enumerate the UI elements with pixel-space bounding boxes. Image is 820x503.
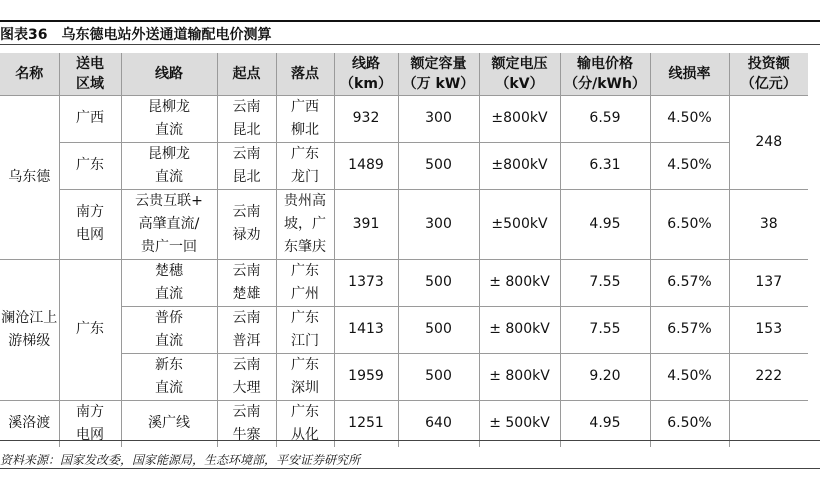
- table-row: [0, 95, 808, 142]
- cell-investment: 222: [729, 353, 808, 400]
- cell-capacity: 300: [398, 95, 479, 142]
- cell-price: 9.20: [560, 353, 650, 400]
- cell-price: 4.95: [560, 189, 650, 259]
- cell-investment: 153: [729, 306, 808, 353]
- col-header-end: 落点: [276, 53, 334, 95]
- cell-line: 新东 直流: [121, 353, 217, 400]
- col-header-investment: 投资额 （亿元）: [729, 53, 808, 95]
- col-header-capacity: 额定容量 （万 kW）: [398, 53, 479, 95]
- table-bottom-rule: [0, 440, 820, 441]
- figure-caption: 乌东德电站外送通道输配电价测算: [61, 27, 272, 43]
- cell-end: 贵州高 坡，广 东肇庆: [276, 189, 334, 259]
- cell-capacity: 500: [398, 142, 479, 189]
- cell-loss: 4.50%: [650, 353, 729, 400]
- source-bottom-rule: [0, 468, 820, 469]
- cell-voltage: ± 500kV: [479, 400, 560, 447]
- cell-line: 普侨 直流: [121, 306, 217, 353]
- cell-start: 云南 牛寨: [217, 400, 276, 447]
- title-bottom-rule: [0, 44, 820, 45]
- cell-end: 广东 从化: [276, 400, 334, 447]
- header-row: [0, 53, 808, 95]
- col-header-loss: 线损率: [650, 53, 729, 95]
- figure-number: 图表36: [0, 27, 48, 43]
- cell-start: 云南 昆北: [217, 95, 276, 142]
- cell-name: 澜沧江上 游梯级: [0, 259, 59, 400]
- cell-region: 广东: [59, 142, 121, 189]
- cell-voltage: ± 800kV: [479, 259, 560, 306]
- table-row: [0, 142, 808, 189]
- cell-capacity: 500: [398, 306, 479, 353]
- cell-voltage: ±800kV: [479, 142, 560, 189]
- title-top-rule: [0, 20, 820, 22]
- cell-start: 云南 昆北: [217, 142, 276, 189]
- col-header-voltage: 额定电压 （kV）: [479, 53, 560, 95]
- cell-line: 云贵互联+ 高肇直流/ 贵广一回: [121, 189, 217, 259]
- cell-capacity: 500: [398, 259, 479, 306]
- cell-price: 7.55: [560, 259, 650, 306]
- col-header-line: 线路: [121, 53, 217, 95]
- cell-line: 昆柳龙 直流: [121, 142, 217, 189]
- cell-length: 1251: [334, 400, 398, 447]
- cell-capacity: 640: [398, 400, 479, 447]
- table-row: [0, 306, 808, 353]
- cell-start: 云南 禄劝: [217, 189, 276, 259]
- cell-region: 南方 电网: [59, 189, 121, 259]
- cell-loss: 6.57%: [650, 259, 729, 306]
- cell-price: 4.95: [560, 400, 650, 447]
- cell-voltage: ±800kV: [479, 95, 560, 142]
- table-row: [0, 189, 808, 259]
- cell-voltage: ± 800kV: [479, 353, 560, 400]
- cell-length: 932: [334, 95, 398, 142]
- cell-length: 1373: [334, 259, 398, 306]
- cell-voltage: ±500kV: [479, 189, 560, 259]
- cell-capacity: 300: [398, 189, 479, 259]
- col-header-start: 起点: [217, 53, 276, 95]
- cell-end: 广东 江门: [276, 306, 334, 353]
- cell-line: 楚穗 直流: [121, 259, 217, 306]
- source-note: 资料来源：国家发改委，国家能源局，生态环境部，平安证券研究所: [0, 453, 361, 467]
- col-header-price: 输电价格 （分/kWh）: [560, 53, 650, 95]
- table-row: [0, 353, 808, 400]
- cell-price: 6.31: [560, 142, 650, 189]
- cell-region: 广东: [59, 259, 121, 400]
- cell-length: 391: [334, 189, 398, 259]
- table-row: [0, 259, 808, 306]
- cell-region: 广西: [59, 95, 121, 142]
- col-header-region: 送电 区域: [59, 53, 121, 95]
- cell-length: 1413: [334, 306, 398, 353]
- cell-loss: 4.50%: [650, 95, 729, 142]
- cell-investment: 137: [729, 259, 808, 306]
- cell-line: 昆柳龙 直流: [121, 95, 217, 142]
- cell-length: 1959: [334, 353, 398, 400]
- cell-end: 广西 柳北: [276, 95, 334, 142]
- cell-end: 广东 龙门: [276, 142, 334, 189]
- power-line-table: [0, 53, 808, 447]
- cell-region: 南方 电网: [59, 400, 121, 447]
- cell-start: 云南 普洱: [217, 306, 276, 353]
- cell-end: 广东 深圳: [276, 353, 334, 400]
- cell-loss: 6.50%: [650, 189, 729, 259]
- cell-investment: 248: [729, 95, 808, 189]
- cell-line: 溪广线: [121, 400, 217, 447]
- cell-name: 溪洛渡: [0, 400, 59, 447]
- cell-end: 广东 广州: [276, 259, 334, 306]
- cell-start: 云南 大理: [217, 353, 276, 400]
- cell-loss: 6.57%: [650, 306, 729, 353]
- cell-length: 1489: [334, 142, 398, 189]
- col-header-name: 名称: [0, 53, 59, 95]
- cell-price: 7.55: [560, 306, 650, 353]
- cell-capacity: 500: [398, 353, 479, 400]
- cell-voltage: ± 800kV: [479, 306, 560, 353]
- table-title: [0, 24, 271, 44]
- cell-name: 乌东德: [0, 95, 59, 259]
- cell-loss: 4.50%: [650, 142, 729, 189]
- cell-investment: 38: [729, 189, 808, 259]
- col-header-length: 线路 （km）: [334, 53, 398, 95]
- cell-loss: 6.50%: [650, 400, 729, 447]
- cell-price: 6.59: [560, 95, 650, 142]
- cell-start: 云南 楚雄: [217, 259, 276, 306]
